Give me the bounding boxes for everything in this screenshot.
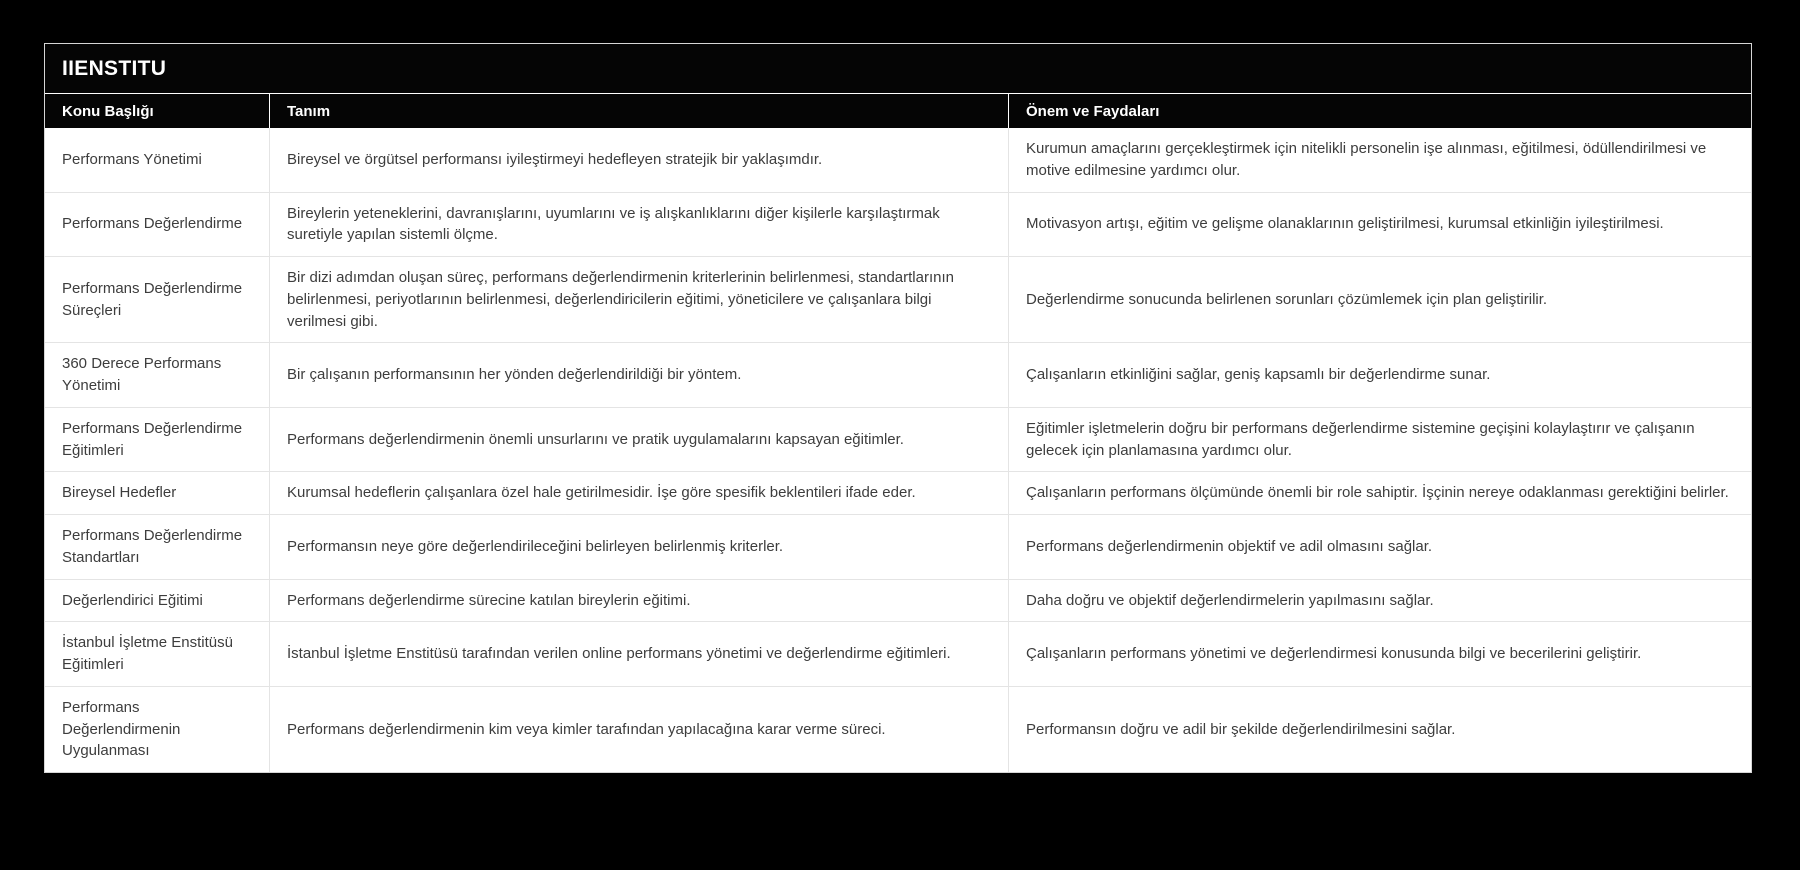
table-row <box>45 514 1751 579</box>
topic-cell: Bireysel Hedefler <box>62 484 177 502</box>
definition-cell: Bireylerin yeteneklerini, davranışlarını, uyumlarını ve iş alışkanlıklarını diğer kişilerle karşılaştırmak suretiyle yapılan sistemli ölçme. <box>269 193 1008 257</box>
importance-cell: Kurumun amaçlarını gerçekleştirmek için nitelikli personelin işe alınması, eğitilmesi, ödüllendirilmesi ve motive edilmesine yardımcı olur. <box>1008 128 1751 192</box>
table-row <box>45 256 1751 342</box>
topic-cell: Performans Değerlendirme <box>62 215 243 233</box>
importance-cell: Motivasyon artışı, eğitim ve gelişme olanaklarının geliştirilmesi, kurumsal etkinliğin iyileştirilmesi. <box>1008 193 1751 257</box>
importance-cell: Çalışanların etkinliğini sağlar, geniş kapsamlı bir değerlendirme sunar. <box>1008 343 1751 407</box>
definition-cell: Performansın neye göre değerlendirileceğini belirleyen belirlenmiş kriterler. <box>269 515 1008 579</box>
table-row <box>45 192 1751 257</box>
definition-cell: Performans değerlendirmenin kim veya kimler tarafından yapılacağına karar verme süreci. <box>269 687 1008 772</box>
topic-cell: İstanbul İşletme Enstitüsü Eğitimleri <box>62 634 233 673</box>
table-body <box>45 128 1751 772</box>
header-cell-importance: Önem ve Faydaları <box>1008 94 1751 128</box>
topic-cell: Performans Değerlendirme Süreçleri <box>62 279 243 319</box>
topic-cell: Performans Yönetimi <box>62 150 202 168</box>
definition-cell: Kurumsal hedeflerin çalışanlara özel hale getirilmesidir. İşe göre spesifik beklentileri ifade eder. <box>269 472 1008 514</box>
importance-cell: Eğitimler işletmelerin doğru bir performans değerlendirme sistemine geçişini kolaylaştırır ve çalışanın gelecek için planlamasına yardımcı olur. <box>1008 408 1751 472</box>
importance-cell: Daha doğru ve objektif değerlendirmelerin yapılmasını sağlar. <box>1008 580 1751 622</box>
table-row <box>45 407 1751 472</box>
definition-cell: Bir dizi adımdan oluşan süreç, performans değerlendirmenin kriterlerinin belirlenmesi, standartlarının belirlenmesi, periyotlarının belirlenmesi, değerlendiricilerin eğitimi, yöneticilere ve çalışanlara bilgi verilmesi gibi. <box>269 257 1008 342</box>
importance-cell: Performans değerlendirmenin objektif ve adil olmasını sağlar. <box>1008 515 1751 579</box>
definition-cell: Performans değerlendirme sürecine katılan bireylerin eğitimi. <box>269 580 1008 622</box>
page-title: IIENSTITU <box>45 44 1751 93</box>
header-cell-topic: Konu Başlığı <box>45 94 269 128</box>
topic-cell: Performans Değerlendirme Eğitimleri <box>62 419 243 459</box>
definition-cell: İstanbul İşletme Enstitüsü tarafından verilen online performans yönetimi ve değerlendirme eğitimleri. <box>269 622 1008 686</box>
table-row <box>45 579 1751 622</box>
table-header-row <box>45 93 1751 128</box>
importance-cell: Değerlendirme sonucunda belirlenen sorunları çözümlemek için plan geliştirilir. <box>1008 257 1751 342</box>
importance-cell: Çalışanların performans yönetimi ve değerlendirmesi konusunda bilgi ve becerilerini geliştirir. <box>1008 622 1751 686</box>
importance-cell: Performansın doğru ve adil bir şekilde değerlendirilmesini sağlar. <box>1008 687 1751 772</box>
table-row <box>45 686 1751 772</box>
importance-cell: Çalışanların performans ölçümünde önemli bir role sahiptir. İşçinin nereye odaklanması gerektiğini belirler. <box>1008 472 1751 514</box>
table-row <box>45 128 1751 192</box>
topic-cell: Performans Değerlendirme Standartları <box>62 527 243 566</box>
definition-cell: Bireysel ve örgütsel performansı iyileştirmeyi hedefleyen stratejik bir yaklaşımdır. <box>269 128 1008 192</box>
table-row <box>45 342 1751 407</box>
definition-cell: Bir çalışanın performansının her yönden değerlendirildiği bir yöntem. <box>269 343 1008 407</box>
table-row <box>45 621 1751 686</box>
header-cell-definition: Tanım <box>269 94 1008 128</box>
table-row <box>45 471 1751 514</box>
topic-cell: Performans Değerlendirmenin Uygulanması <box>62 698 181 760</box>
content-card <box>44 43 1752 773</box>
definition-cell: Performans değerlendirmenin önemli unsurlarını ve pratik uygulamalarını kapsayan eğitimler. <box>269 408 1008 472</box>
topic-cell: Değerlendirici Eğitimi <box>62 591 203 609</box>
topic-cell: 360 Derece Performans Yönetimi <box>62 355 222 394</box>
